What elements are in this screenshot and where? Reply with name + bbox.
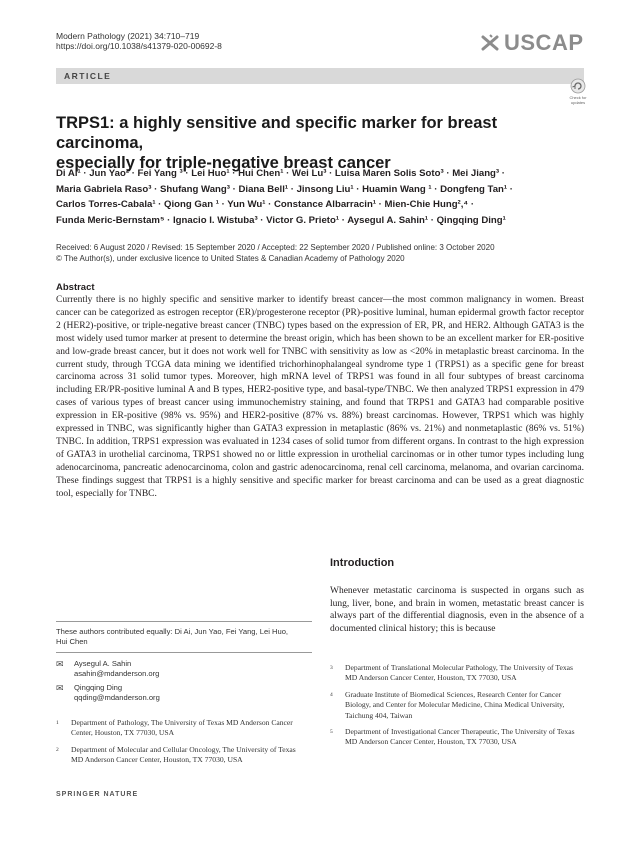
affiliation-4 (330, 690, 584, 721)
corresponding-author-1 (56, 659, 306, 679)
envelope-icon: ✉ (56, 683, 64, 693)
affiliation-number: 5 (330, 729, 333, 735)
abstract-heading: Abstract (56, 282, 95, 293)
contrib-line-1: These authors contributed equally: Di Ai, Jun Yao, Fei Yang, Lei Huo, (56, 627, 289, 636)
publication-dates (56, 242, 495, 264)
uscap-logo (480, 30, 584, 56)
corr2-name: Qingqing Ding (74, 683, 123, 692)
author-list (56, 166, 584, 228)
journal-reference: Modern Pathology (2021) 34:710–719 (56, 31, 200, 41)
affiliation-number: 3 (330, 665, 333, 671)
check-for-updates-badge[interactable] (567, 78, 589, 105)
footnote-divider-2 (56, 652, 312, 653)
affiliation-number: 1 (56, 720, 59, 726)
article-type-bar (56, 68, 584, 84)
footnote-divider (56, 621, 312, 622)
check-updates-icon (570, 78, 586, 94)
logo-text: USCAP (504, 30, 584, 55)
corresponding-author-2 (56, 683, 306, 703)
affiliation-text: Department of Investigational Cancer Therapeutic, The University of Texas MD Anderson Cancer Center, Houston, TX 77030, USA (345, 727, 575, 747)
affiliation-number: 2 (56, 747, 59, 753)
doi-link[interactable]: https://doi.org/10.1038/s41379-020-00692-8 (56, 41, 222, 51)
introduction-heading: Introduction (330, 557, 395, 569)
affiliation-3 (330, 663, 584, 684)
affiliation-number: 4 (330, 692, 333, 698)
journal-citation (56, 31, 222, 51)
affiliation-text: Graduate Institute of Biomedical Sciences, Research Center for Cancer Biology, and Center for Molecular Medicine, China Medical University, Taichung 404, Taiwan (345, 690, 565, 720)
author-line-4[interactable]: Funda Meric-Bernstam⁵ · Ignacio I. Wistuba³ · Victor G. Prieto¹ · Aysegul A. Sahin¹ · Qingqing Ding¹ (56, 214, 506, 226)
corr2-email[interactable]: qqding@mdanderson.org (74, 693, 160, 702)
author-line-1[interactable]: Di Ai¹ · Jun Yao² · Fei Yang ³ · Lei Huo¹ · Hui Chen¹ · Wei Lu³ · Luisa Maren Solis Soto³ · Mei Jiang³ · (56, 168, 505, 179)
article-type-label: ARTICLE (64, 71, 112, 81)
affiliation-2 (56, 745, 306, 766)
author-line-3[interactable]: Carlos Torres-Cabala¹ · Qiong Gan ¹ · Yun Wu¹ · Constance Albarracin¹ · Mien-Chie Hung²,⁴ · (56, 199, 475, 210)
affiliation-text: Department of Translational Molecular Pathology, The University of Texas MD Anderson Cancer Center, Houston, TX 77030, USA (345, 663, 573, 683)
uscap-logo-icon (480, 33, 500, 53)
history-dates: Received: 6 August 2020 / Revised: 15 September 2020 / Accepted: 22 September 2020 / Published online: 3 October 2020 (56, 243, 495, 252)
paper-title (56, 113, 576, 173)
envelope-icon: ✉ (56, 659, 64, 669)
corr1-email[interactable]: asahin@mdanderson.org (74, 669, 160, 678)
affiliation-text: Department of Pathology, The University of Texas MD Anderson Cancer Center, Houston, TX 77030, USA (71, 718, 293, 738)
corr1-name: Aysegul A. Sahin (74, 659, 132, 668)
equal-contribution-note (56, 627, 314, 648)
contrib-line-2: Hui Chen (56, 637, 88, 647)
title-line-1: TRPS1: a highly sensitive and specific marker for breast carcinoma, (56, 114, 498, 152)
author-line-2[interactable]: Maria Gabriela Raso³ · Shufang Wang³ · Diana Bell¹ · Jinsong Liu¹ · Huamin Wang ¹ · Dongfeng Tan¹ · (56, 183, 513, 195)
introduction-text: Whenever metastatic carcinoma is suspected in organs such as lung, liver, bone, and brain in women, metastatic breast cancer is always part of the differential diagnosis, even in the absence of a documented clinical history; this is because (330, 586, 584, 635)
affiliation-5 (330, 727, 584, 748)
affiliation-text: Department of Molecular and Cellular Oncology, The University of Texas MD Anderson Cancer Center, Houston, TX 77030, USA (71, 745, 296, 765)
copyright-line: © The Author(s), under exclusive licence to United States & Canadian Academy of Pathology 2020 (56, 254, 405, 263)
publisher-footer: SPRINGER NATURE (56, 791, 139, 798)
affiliation-1 (56, 718, 306, 739)
check-updates-label: Check for updates (569, 95, 587, 105)
abstract-text: Currently there is no highly specific and sensitive marker to identify breast cancer—the most common malignancy in women. Breast cancer can be categorized as estrogen receptor (ER)/progesterone receptor (PR)-positive luminal, human epidermal growth factor receptor 2 (HER2)-positive, or triple-negative breast cancer (TNBC) types based on the expression of ER, PR, and HER2. Although GATA3 is the most widely used tumor marker at present to determine the breast origin, which has been shown to be an excellent marker for ER-positive and low-grade breast cancer, but it does not work well for TNBC with sensitivity as low as <20% in metaplastic breast carcinoma. In the current study, through TCGA data mining we identified trichorhinophalangeal syndrome type 1 (TRPS1) as a specific gene for breast carcinoma across 31 solid tumor types. Moreover, high mRNA level of TRPS1 was found in all four subtypes of breast carcinoma including ER/PR-positive luminal A and B types, HER2-positive type, and basal-type/TNBC. We then analyzed TRPS1 expression in 479 cases of various types of breast cancer using immunochemistry staining, and found that TRPS1 and GATA3 had comparable positive expression in ER-positive (98% vs. 95%) and HER2-positive (87% vs. 88%) breast carcinomas. However, TRPS1 which was highly expressed in TNBC, was significantly higher than GATA3 expression in metaplastic (86% vs. 21%) and nonmetaplastic (86% vs. 51%) TNBC. In addition, TRPS1 expression was evaluated in 1234 cases of solid tumor from different organs. In contrast to the high expression of GATA3 in urothelial carcinoma, TRPS1 showed no or little expression in urothelial carcinomas or in other tumor types including lung adenocarcinoma, pancreatic adenocarcinoma, colon and gastric adenocarcinoma, renal cell carcinoma, melanoma, and ovarian carcinoma. These findings suggest that TRPS1 is a highly sensitive and specific marker for breast carcinoma and can be used as a great diagnostic tool, especially for TNBC. (56, 295, 584, 499)
title-line-2: especially for triple-negative breast cancer (56, 154, 391, 172)
